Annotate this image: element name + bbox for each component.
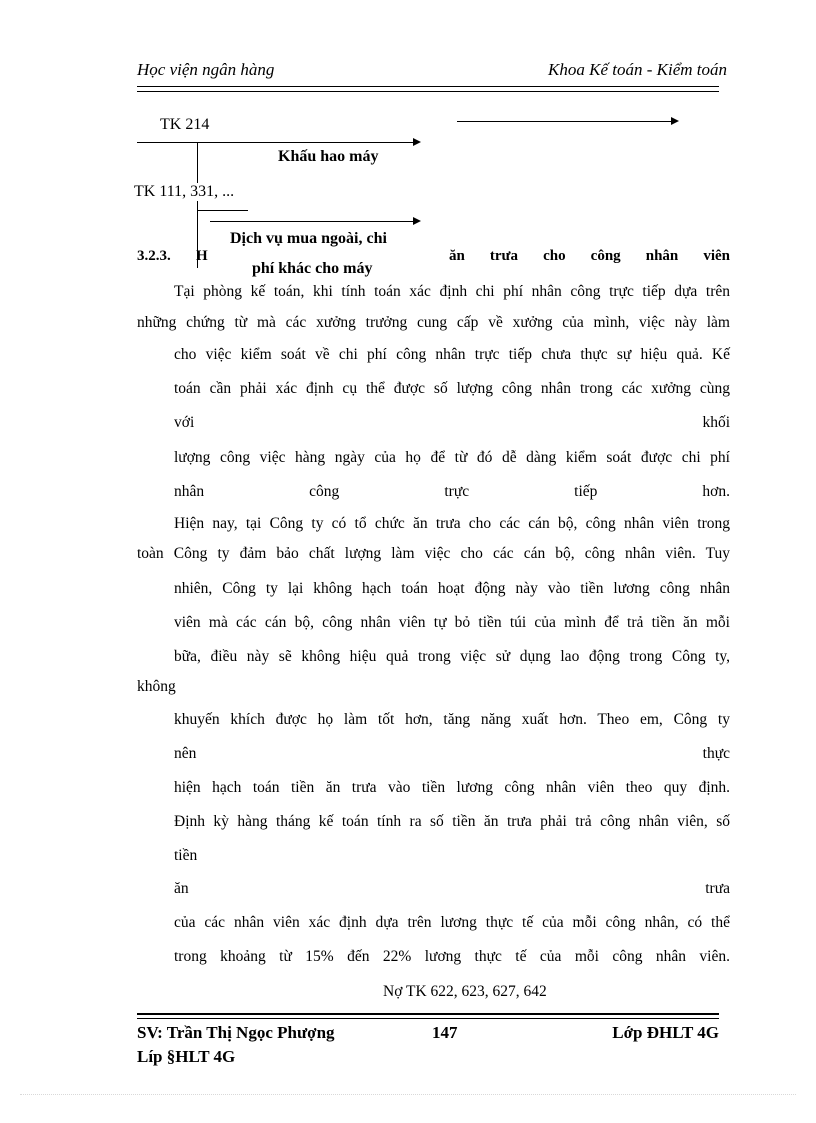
p2-line-4: viên mà các cán bộ, công nhân viên tự bỏ tiền túi của mình để trả tiền ăn mỗi (174, 614, 730, 631)
p2-line-3: nhiên, Công ty lại không hạch toán hoạt động này vào tiền lương công nhân (174, 580, 730, 597)
label-external-services-1: Dịch vụ mua ngoài, chi (230, 230, 387, 247)
label-depreciation: Khấu hao máy (278, 148, 379, 165)
p1-line-4: toán cần phải xác định cụ thể được số lượng công nhân trong các xưởng cùng (174, 380, 730, 397)
header-rule-bottom (137, 91, 719, 92)
arrow-right-top (457, 121, 677, 122)
p1-line-5: với khối (174, 414, 730, 431)
p2-line-1: Hiện nay, tại Công ty có tổ chức ăn trưa cho các cán bộ, công nhân viên trong (174, 515, 730, 532)
p2-line-11: tiền (174, 847, 198, 864)
p1-line-3: cho việc kiểm soát về chi phí công nhân trực tiếp chưa thực sự hiệu quả. Kế (174, 346, 730, 363)
section-title-end-text: ăn trưa cho công nhân viên (449, 248, 730, 264)
footer-rule-top (137, 1013, 719, 1015)
p2-line-12: ăn trưa (174, 880, 730, 897)
header-rule-top (137, 86, 719, 87)
p1-line-6: lượng công việc hàng ngày của họ để từ đó dễ dàng kiểm soát được chi phí (174, 449, 730, 466)
account-tk214: TK 214 (160, 116, 210, 133)
p2-line-7: khuyến khích được họ làm tốt hơn, tăng năng xuất hơn. Theo em, Công ty (174, 711, 730, 728)
p2-line-14: trong khoảng từ 15% đến 22% lương thực tế của mỗi công nhân viên. (174, 948, 730, 965)
section-title-end (449, 248, 730, 265)
journal-entry-debit: Nợ TK 622, 623, 627, 642 (383, 983, 547, 1000)
page-bottom-dotted-line (20, 1094, 796, 1095)
footer-class: Lớp ĐHLT 4G (612, 1023, 719, 1042)
arrow-external-services (210, 221, 419, 222)
footer-page-number: 147 (432, 1023, 458, 1042)
footer-student: SV: Trần Thị Ngọc Phượng (137, 1023, 335, 1042)
footer-class-garbled: Líp §HLT 4G (137, 1047, 236, 1066)
account-tk111: TK 111, 331, ... (134, 183, 235, 200)
p2-line-2: toàn Công ty đảm bảo chất lượng làm việc cho các cán bộ, công nhân viên. Tuy (137, 545, 730, 562)
p1-line-7: nhân công trực tiếp hơn. (174, 483, 730, 500)
p1-line-2: những chứng từ mà các xưởng trưởng cung cấp về xưởng của mình, việc này làm (137, 314, 730, 331)
p2-line-6: không (137, 678, 176, 695)
header-left: Học viện ngân hàng (137, 60, 275, 79)
section-title-start: H (196, 248, 208, 264)
footer-rule-bottom (137, 1018, 719, 1019)
p1-line-1: Tại phòng kế toán, khi tính toán xác định chi phí nhân công trực tiếp dựa trên (174, 283, 730, 300)
section-number: 3.2.3. (137, 248, 171, 264)
p2-line-8: nên thực (174, 745, 730, 762)
p2-line-9: hiện hạch toán tiền ăn trưa vào tiền lương công nhân viên theo quy định. (174, 779, 730, 796)
arrow-depreciation (137, 142, 419, 143)
account-underline (198, 210, 248, 211)
p2-line-5: bữa, điều này sẽ không hiệu quả trong việc sử dụng lao động trong Công ty, (174, 648, 730, 665)
label-external-services-2: phí khác cho máy (252, 260, 373, 277)
p2-line-13: của các nhân viên xác định dựa trên lương thực tế của mỗi công nhân, có thể (174, 914, 730, 931)
p2-line-10: Định kỳ hàng tháng kế toán tính ra số tiền ăn trưa phải trả công nhân viên, số (174, 813, 730, 830)
header-right: Khoa Kế toán - Kiểm toán (548, 60, 727, 79)
